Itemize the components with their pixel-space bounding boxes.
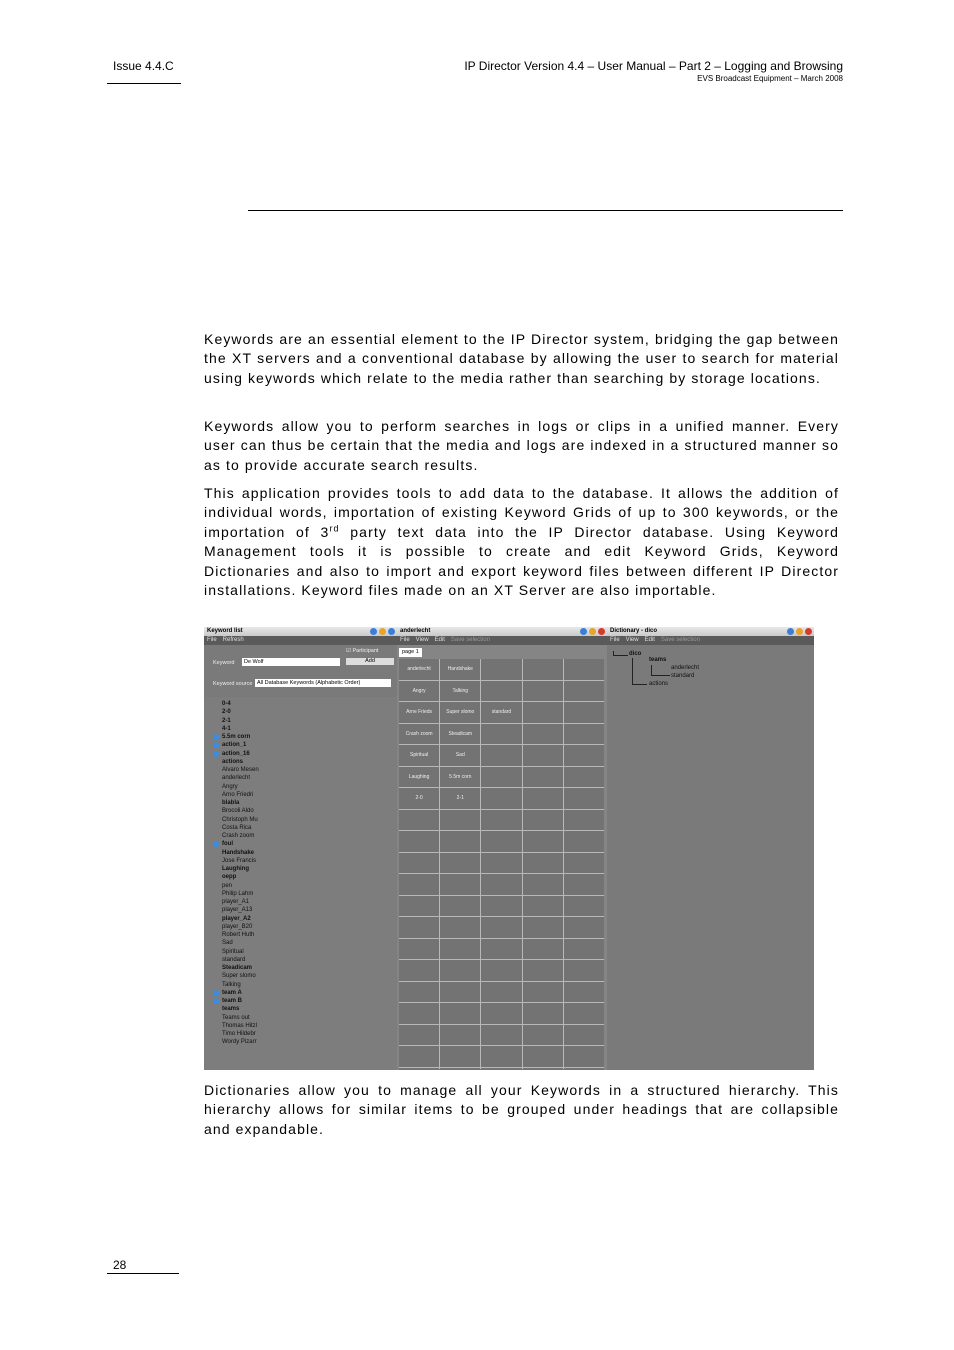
maximize-icon[interactable] [796, 628, 803, 635]
participant-icon [213, 998, 219, 1004]
header-issue: Issue 4.4.C [113, 59, 174, 73]
dictionary-title: Dictionary - dico [610, 628, 658, 634]
footer-rule [107, 1273, 179, 1274]
menu-save-selection[interactable]: Save selection [450, 637, 490, 643]
keyword-list-item[interactable]: 2-1 [222, 717, 231, 724]
menu-edit[interactable]: Edit [434, 637, 445, 643]
grid-cell[interactable] [399, 1068, 439, 1071]
keyword-list-item[interactable]: Costa Rica [222, 824, 252, 831]
close-icon[interactable] [388, 628, 395, 635]
keyword-list-item[interactable]: standard [222, 956, 246, 963]
grid-cell[interactable] [481, 960, 521, 981]
keyword-list-item[interactable]: Timo Hildebr [222, 1031, 256, 1037]
grid-cell[interactable] [440, 853, 480, 874]
menu-edit[interactable]: Edit [644, 637, 655, 643]
grid-cell[interactable] [481, 1025, 521, 1046]
grid-cell[interactable] [523, 745, 563, 766]
keyword-list-window [204, 627, 397, 1070]
participant-checkbox[interactable]: ☑ Participant [346, 648, 379, 654]
grid-cell[interactable] [523, 939, 563, 960]
grid-cell[interactable] [399, 939, 439, 960]
grid-cell[interactable] [399, 1046, 439, 1067]
keyword-list-item[interactable]: Spiritual [222, 948, 244, 955]
keyword-list-item[interactable]: player_A13 [222, 907, 253, 914]
keyword-list-item[interactable]: blabla [222, 800, 240, 806]
grid-cell[interactable]: 5.5m corn [440, 767, 480, 788]
keyword-list-item[interactable]: team A [222, 989, 242, 996]
tree-child-standard[interactable]: standard [671, 673, 695, 679]
keyword-list-item[interactable]: 4-1 [222, 725, 231, 732]
grid-cell[interactable] [523, 659, 563, 680]
p3-text-b: party text data into the IP Director database. Using Keyword Management tools it is possible to create and edit Keyword Grids, Keyword Dictionaries and also to import and export keyword files between different IP Director installations. Keyword files made on an XT Server are also importable. [204, 523, 839, 599]
grid-cell[interactable] [523, 1046, 563, 1067]
grid-cell[interactable] [481, 1046, 521, 1067]
grid-cell[interactable]: standard [481, 702, 521, 723]
keyword-list-item[interactable]: anderlecht [222, 775, 251, 782]
grid-titlebar [397, 627, 607, 636]
grid-cell[interactable] [481, 939, 521, 960]
grid-cell[interactable] [564, 874, 604, 895]
grid-cell[interactable] [523, 874, 563, 895]
p3-text-a: This application provides tools to add data to the database. It allows the addition of individual words, importation of existing Keyword Grids of up to 300 keywords, or the importation of 3 [204, 485, 839, 540]
grid-cell[interactable] [523, 702, 563, 723]
keyword-list-menubar [204, 636, 397, 645]
grid-cell[interactable]: Arne Frieds [399, 702, 439, 723]
grid-cell[interactable]: Steadicam [440, 724, 480, 745]
keyword-list-item[interactable]: Alvaro Mesen [222, 767, 259, 773]
grid-cell[interactable] [564, 917, 604, 938]
grid-cell[interactable] [564, 1068, 604, 1071]
grid-title: anderlecht [400, 628, 431, 634]
grid-cell[interactable] [481, 831, 521, 852]
grid-cell[interactable] [523, 788, 563, 809]
menu-save-selection[interactable]: Save selection [660, 637, 700, 643]
menu-file[interactable]: File [610, 637, 620, 643]
grid-cell[interactable] [523, 1025, 563, 1046]
grid-cell[interactable] [564, 767, 604, 788]
grid-cell[interactable] [399, 960, 439, 981]
keyword-list-item[interactable]: 2-0 [222, 709, 231, 716]
grid-cell[interactable] [564, 960, 604, 981]
participant-label: Participant [352, 648, 379, 654]
grid-cell[interactable] [564, 745, 604, 766]
grid-cell[interactable]: Talking [440, 681, 480, 702]
keyword-source-label: Keyword source [213, 681, 253, 687]
keyword-list-item[interactable]: team B [222, 998, 243, 1004]
participant-icon [213, 742, 219, 748]
grid-cell[interactable] [481, 982, 521, 1003]
keyword-list-item[interactable]: Brocoli Aldo [222, 808, 254, 815]
grid-cell[interactable] [481, 917, 521, 938]
grid-cell[interactable]: anderlecht [399, 659, 439, 680]
grid-cell[interactable] [399, 982, 439, 1003]
participant-icon [213, 841, 219, 847]
keyword-management-screenshot [204, 627, 814, 1070]
keyword-list-title: Keyword list [207, 628, 243, 634]
minimize-icon[interactable] [787, 628, 794, 635]
keyword-list-item[interactable]: player_B20 [222, 923, 253, 930]
grid-cell[interactable] [523, 810, 563, 831]
grid-cell[interactable] [564, 724, 604, 745]
keyword-list-item[interactable]: Christoph Mu [222, 816, 258, 823]
grid-cell[interactable] [399, 874, 439, 895]
tree-line-children [651, 665, 670, 676]
menu-file[interactable]: File [207, 637, 217, 643]
grid-cell[interactable]: Crash zoom [399, 724, 439, 745]
footer-page-number: 28 [113, 1258, 127, 1272]
grid-cell[interactable] [399, 917, 439, 938]
keyword-list-item[interactable]: action_1 [222, 742, 247, 749]
keyword-list-item[interactable]: oepp [222, 874, 237, 881]
grid-cell[interactable] [440, 982, 480, 1003]
close-icon[interactable] [805, 628, 812, 635]
grid-cell[interactable] [440, 874, 480, 895]
grid-cell[interactable] [564, 1046, 604, 1067]
keyword-list-item[interactable]: Robert Huth [222, 932, 255, 938]
keyword-list-item[interactable]: player_A1 [222, 899, 250, 905]
grid-cell[interactable] [523, 724, 563, 745]
tree-child-anderlecht[interactable]: anderlecht [671, 665, 700, 671]
grid-cell[interactable] [564, 788, 604, 809]
keyword-list-item[interactable]: Super slomo [222, 973, 256, 980]
grid-cell[interactable] [564, 659, 604, 680]
keyword-list-item[interactable]: pen [222, 882, 233, 889]
menu-file[interactable]: File [400, 637, 410, 643]
grid-tab-page1[interactable]: page 1 [399, 648, 422, 657]
grid-cell[interactable] [481, 681, 521, 702]
keyword-list-item[interactable]: Sad [222, 940, 233, 947]
maximize-icon[interactable] [379, 628, 386, 635]
dictionary-menubar [607, 636, 814, 645]
keyword-list-titlebar [204, 627, 397, 636]
grid-cell[interactable] [481, 1068, 521, 1071]
minimize-icon[interactable] [580, 628, 587, 635]
grid-cell[interactable] [440, 1003, 480, 1024]
header-subtitle: EVS Broadcast Equipment – March 2008 [697, 74, 843, 83]
keyword-label: Keyword [213, 660, 235, 666]
p3-superscript: rd [329, 523, 340, 534]
participant-icon [213, 990, 219, 996]
keyword-list-item[interactable]: teams [222, 1006, 240, 1013]
menu-view[interactable]: View [415, 637, 429, 643]
header-title: IP Director Version 4.4 – User Manual – Part 2 – Logging and Browsing [464, 59, 843, 73]
grid-cell[interactable]: 2-0 [399, 788, 439, 809]
grid-cell[interactable] [481, 767, 521, 788]
grid-cell[interactable] [481, 724, 521, 745]
menu-refresh[interactable]: Refresh [222, 637, 244, 643]
grid-cell[interactable] [564, 1025, 604, 1046]
grid-cell[interactable] [523, 1003, 563, 1024]
grid-cell[interactable] [399, 1025, 439, 1046]
grid-cell[interactable]: Laughing [399, 767, 439, 788]
grid-cell[interactable] [481, 788, 521, 809]
maximize-icon[interactable] [589, 628, 596, 635]
keyword-list-item[interactable]: Angry [222, 783, 238, 790]
grid-cell[interactable] [564, 982, 604, 1003]
grid-cell[interactable] [399, 831, 439, 852]
grid-cell[interactable] [523, 896, 563, 917]
paragraph-dictionaries: Dictionaries allow you to manage all your Keywords in a structured hierarchy. This hierarchy allows for similar items to be grouped under headings that are collapsible and expandable. [204, 1082, 839, 1137]
grid-cell[interactable] [481, 896, 521, 917]
keyword-list-item[interactable]: Handshake [222, 849, 255, 856]
header-rule-left [107, 83, 181, 84]
tree-line-root [613, 651, 628, 656]
keyword-list-item[interactable]: Laughing [222, 866, 249, 872]
grid-cell[interactable] [440, 1068, 480, 1071]
keyword-list-item[interactable]: Steadicam [222, 965, 253, 971]
keyword-list-item[interactable]: Jose Francis [222, 857, 257, 864]
grid-cell[interactable] [564, 939, 604, 960]
keyword-list-item[interactable]: foul [222, 841, 233, 848]
grid-cell[interactable] [523, 917, 563, 938]
tree-node-teams[interactable]: teams [649, 657, 667, 663]
grid-cell[interactable]: Sad [440, 745, 480, 766]
grid-cell[interactable] [440, 1025, 480, 1046]
dictionary-window [607, 627, 814, 1070]
grid-cell[interactable] [481, 745, 521, 766]
keyword-list-item[interactable]: Talking [222, 981, 241, 988]
grid-cell[interactable] [440, 960, 480, 981]
add-button[interactable]: Add [346, 658, 394, 665]
keyword-list-item[interactable]: Thomas Hitzl [222, 1022, 258, 1029]
grid-cell[interactable] [564, 1003, 604, 1024]
grid-cell[interactable] [481, 810, 521, 831]
keyword-input[interactable]: De Wolf [242, 658, 340, 666]
grid-cell[interactable] [440, 939, 480, 960]
keyword-list-item[interactable]: Teams out [222, 1014, 250, 1021]
grid-cell[interactable] [399, 810, 439, 831]
grid-cell[interactable]: Angry [399, 681, 439, 702]
grid-cell[interactable] [399, 853, 439, 874]
grid-cell[interactable]: Super slomo [440, 702, 480, 723]
grid-cell[interactable] [481, 659, 521, 680]
tree-line-node [632, 658, 647, 685]
participant-icon [213, 751, 219, 757]
grid-cell[interactable] [481, 853, 521, 874]
grid-cell[interactable] [564, 810, 604, 831]
participant-icon [213, 734, 219, 740]
tree-root[interactable]: dico [629, 651, 642, 657]
grid-cell[interactable] [523, 853, 563, 874]
grid-cell[interactable] [523, 831, 563, 852]
menu-view[interactable]: View [625, 637, 639, 643]
grid-menubar [397, 636, 607, 645]
keyword-list-item[interactable]: Wordy Pizarr [222, 1039, 257, 1046]
grid-cell[interactable]: 2-1 [440, 788, 480, 809]
keyword-list-item[interactable]: action_16 [222, 750, 250, 757]
grid-cell[interactable] [564, 681, 604, 702]
grid-cell[interactable] [564, 853, 604, 874]
keyword-entry-panel [204, 645, 397, 703]
grid-cell[interactable] [481, 1003, 521, 1024]
grid-cell[interactable] [564, 702, 604, 723]
keyword-list [204, 697, 397, 1070]
paragraph-keywords-intro: Keywords are an essential element to the IP Director system, bridging the gap between the XT servers and a conventional database by allowing the user to search for material using keywords which relate to the media rather than searching by storage locations. [204, 331, 839, 386]
keyword-grid [399, 659, 604, 1069]
dictionary-titlebar [607, 627, 814, 636]
keyword-list-item[interactable]: 0-4 [222, 701, 231, 707]
keyword-list-item[interactable]: Crash zoom [222, 833, 255, 839]
tree-node-actions[interactable]: actions [649, 681, 669, 687]
grid-cell[interactable] [440, 896, 480, 917]
grid-cell[interactable] [399, 896, 439, 917]
section-rule [248, 210, 843, 211]
keyword-list-item[interactable]: 5.5m corn [222, 734, 251, 740]
paragraph-keywords-tools [204, 484, 839, 600]
keyword-source-select[interactable]: All Database Keywords (Alphabetic Order) [255, 679, 391, 687]
grid-cell[interactable] [523, 767, 563, 788]
close-icon[interactable] [598, 628, 605, 635]
grid-cell[interactable] [564, 831, 604, 852]
grid-cell[interactable]: Handshake [440, 659, 480, 680]
grid-cell[interactable] [440, 917, 480, 938]
minimize-icon[interactable] [370, 628, 377, 635]
keyword-grid-window [397, 627, 607, 1070]
grid-cell[interactable] [523, 681, 563, 702]
grid-cell[interactable] [523, 960, 563, 981]
grid-cell[interactable]: Spiritual [399, 745, 439, 766]
grid-cell[interactable] [399, 1003, 439, 1024]
keyword-list-item[interactable]: actions [222, 758, 244, 765]
paragraph-keywords-search: Keywords allow you to perform searches in logs or clips in a unified manner. Every user can thus be certain that the media and logs are indexed in a structured manner so as to provide accurate search results. [204, 418, 839, 473]
grid-cell[interactable] [440, 810, 480, 831]
grid-cell[interactable] [440, 1046, 480, 1067]
grid-cell[interactable] [564, 896, 604, 917]
grid-cell[interactable] [440, 831, 480, 852]
grid-cell[interactable] [523, 1068, 563, 1071]
keyword-list-item[interactable]: Arno Friedri [222, 791, 254, 798]
keyword-list-item[interactable]: player_A2 [222, 915, 251, 922]
keyword-list-item[interactable]: Philip Lahm [222, 890, 254, 897]
grid-cell[interactable] [523, 982, 563, 1003]
grid-cell[interactable] [481, 874, 521, 895]
